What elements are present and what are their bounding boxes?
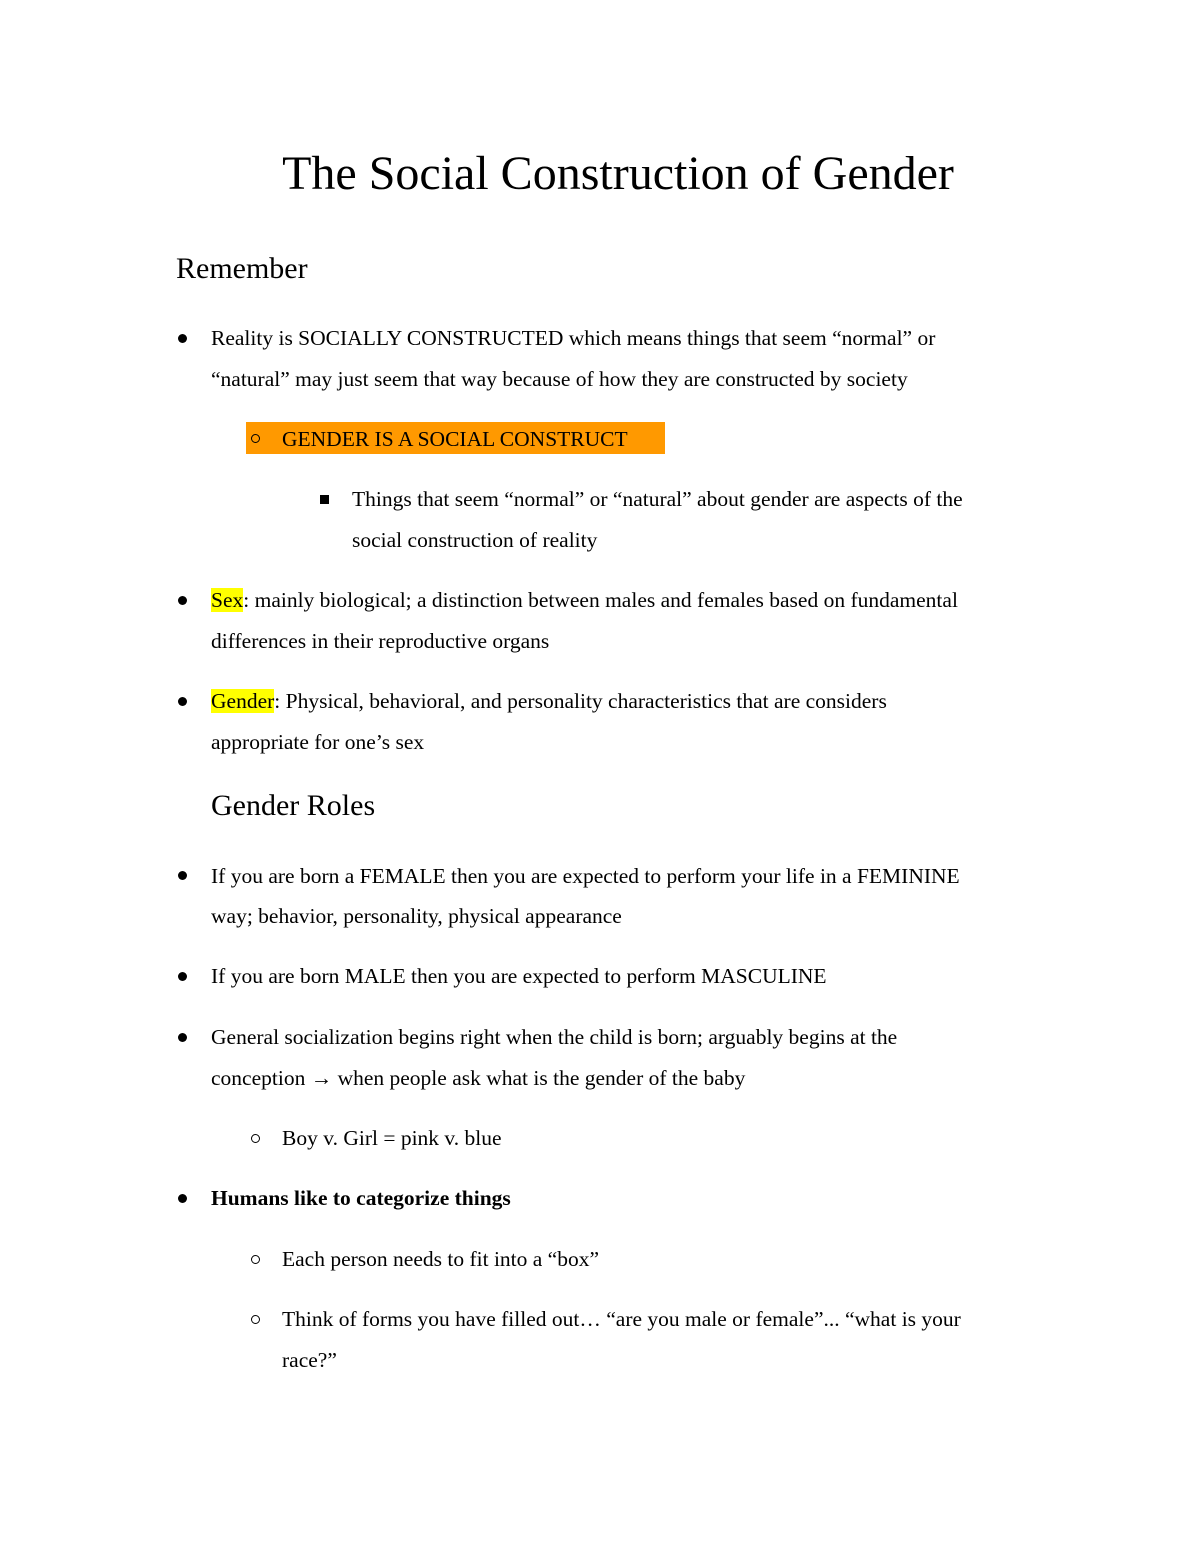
list-item-text: way; behavior, personality, physical appearance	[211, 904, 622, 928]
definition-text: : mainly biological; a distinction between males and females based on fundamental	[243, 588, 958, 612]
highlighted-term: Sex	[211, 588, 244, 612]
list-item-text: Think of forms you have filled out… “are you male or female”... “what is your	[282, 1307, 961, 1331]
document-title: The Social Construction of Gender	[282, 147, 954, 200]
bullet-dot-icon	[178, 871, 187, 880]
list-item-text: Reality is SOCIALLY CONSTRUCTED which means things that seem “normal” or	[211, 326, 936, 350]
highlighted-list-item-text: GENDER IS A SOCIAL CONSTRUCT	[282, 427, 628, 451]
list-item-text: If you are born MALE then you are expected to perform MASCULINE	[211, 964, 827, 988]
bold-list-item-text	[211, 1183, 511, 1213]
bullet-dot-icon	[178, 972, 187, 981]
section-heading-gender-roles: Gender Roles	[211, 789, 376, 822]
list-item-text: conception → when people ask what is the gender of the baby	[211, 1066, 746, 1090]
list-item-text: Things that seem “normal” or “natural” about gender are aspects of the	[352, 487, 963, 511]
list-item-text: appropriate for one’s sex	[211, 730, 425, 754]
bullet-dot-icon	[178, 1194, 187, 1203]
list-item-text: Each person needs to fit into a “box”	[282, 1247, 600, 1271]
definition-item	[211, 585, 958, 615]
definition-item	[211, 686, 887, 716]
bullet-square-icon	[320, 495, 329, 504]
highlighted-term: Gender	[211, 689, 275, 713]
list-item-text: General socialization begins right when the child is born; arguably begins at the	[211, 1025, 898, 1049]
list-item-text: social construction of reality	[352, 528, 598, 552]
list-item-text: differences in their reproductive organs	[211, 629, 550, 653]
bullet-circle-icon	[251, 1134, 260, 1143]
bullet-circle-icon	[251, 434, 260, 443]
bullet-dot-icon	[178, 334, 187, 343]
list-item-text: Boy v. Girl = pink v. blue	[282, 1126, 502, 1150]
definition-text: : Physical, behavioral, and personality characteristics that are considers	[274, 689, 887, 713]
list-item-text: race?”	[282, 1348, 337, 1372]
bullet-dot-icon	[178, 697, 187, 706]
list-item-text: If you are born a FEMALE then you are expected to perform your life in a FEMININE	[211, 864, 960, 888]
section-heading-remember: Remember	[176, 252, 308, 285]
bullet-dot-icon	[178, 596, 187, 605]
bullet-circle-icon	[251, 1255, 260, 1264]
bullet-dot-icon	[178, 1033, 187, 1042]
bold-text: Humans like to categorize things	[211, 1186, 511, 1210]
list-item-text: “natural” may just seem that way because of how they are constructed by society	[211, 367, 908, 391]
bullet-circle-icon	[251, 1315, 260, 1324]
